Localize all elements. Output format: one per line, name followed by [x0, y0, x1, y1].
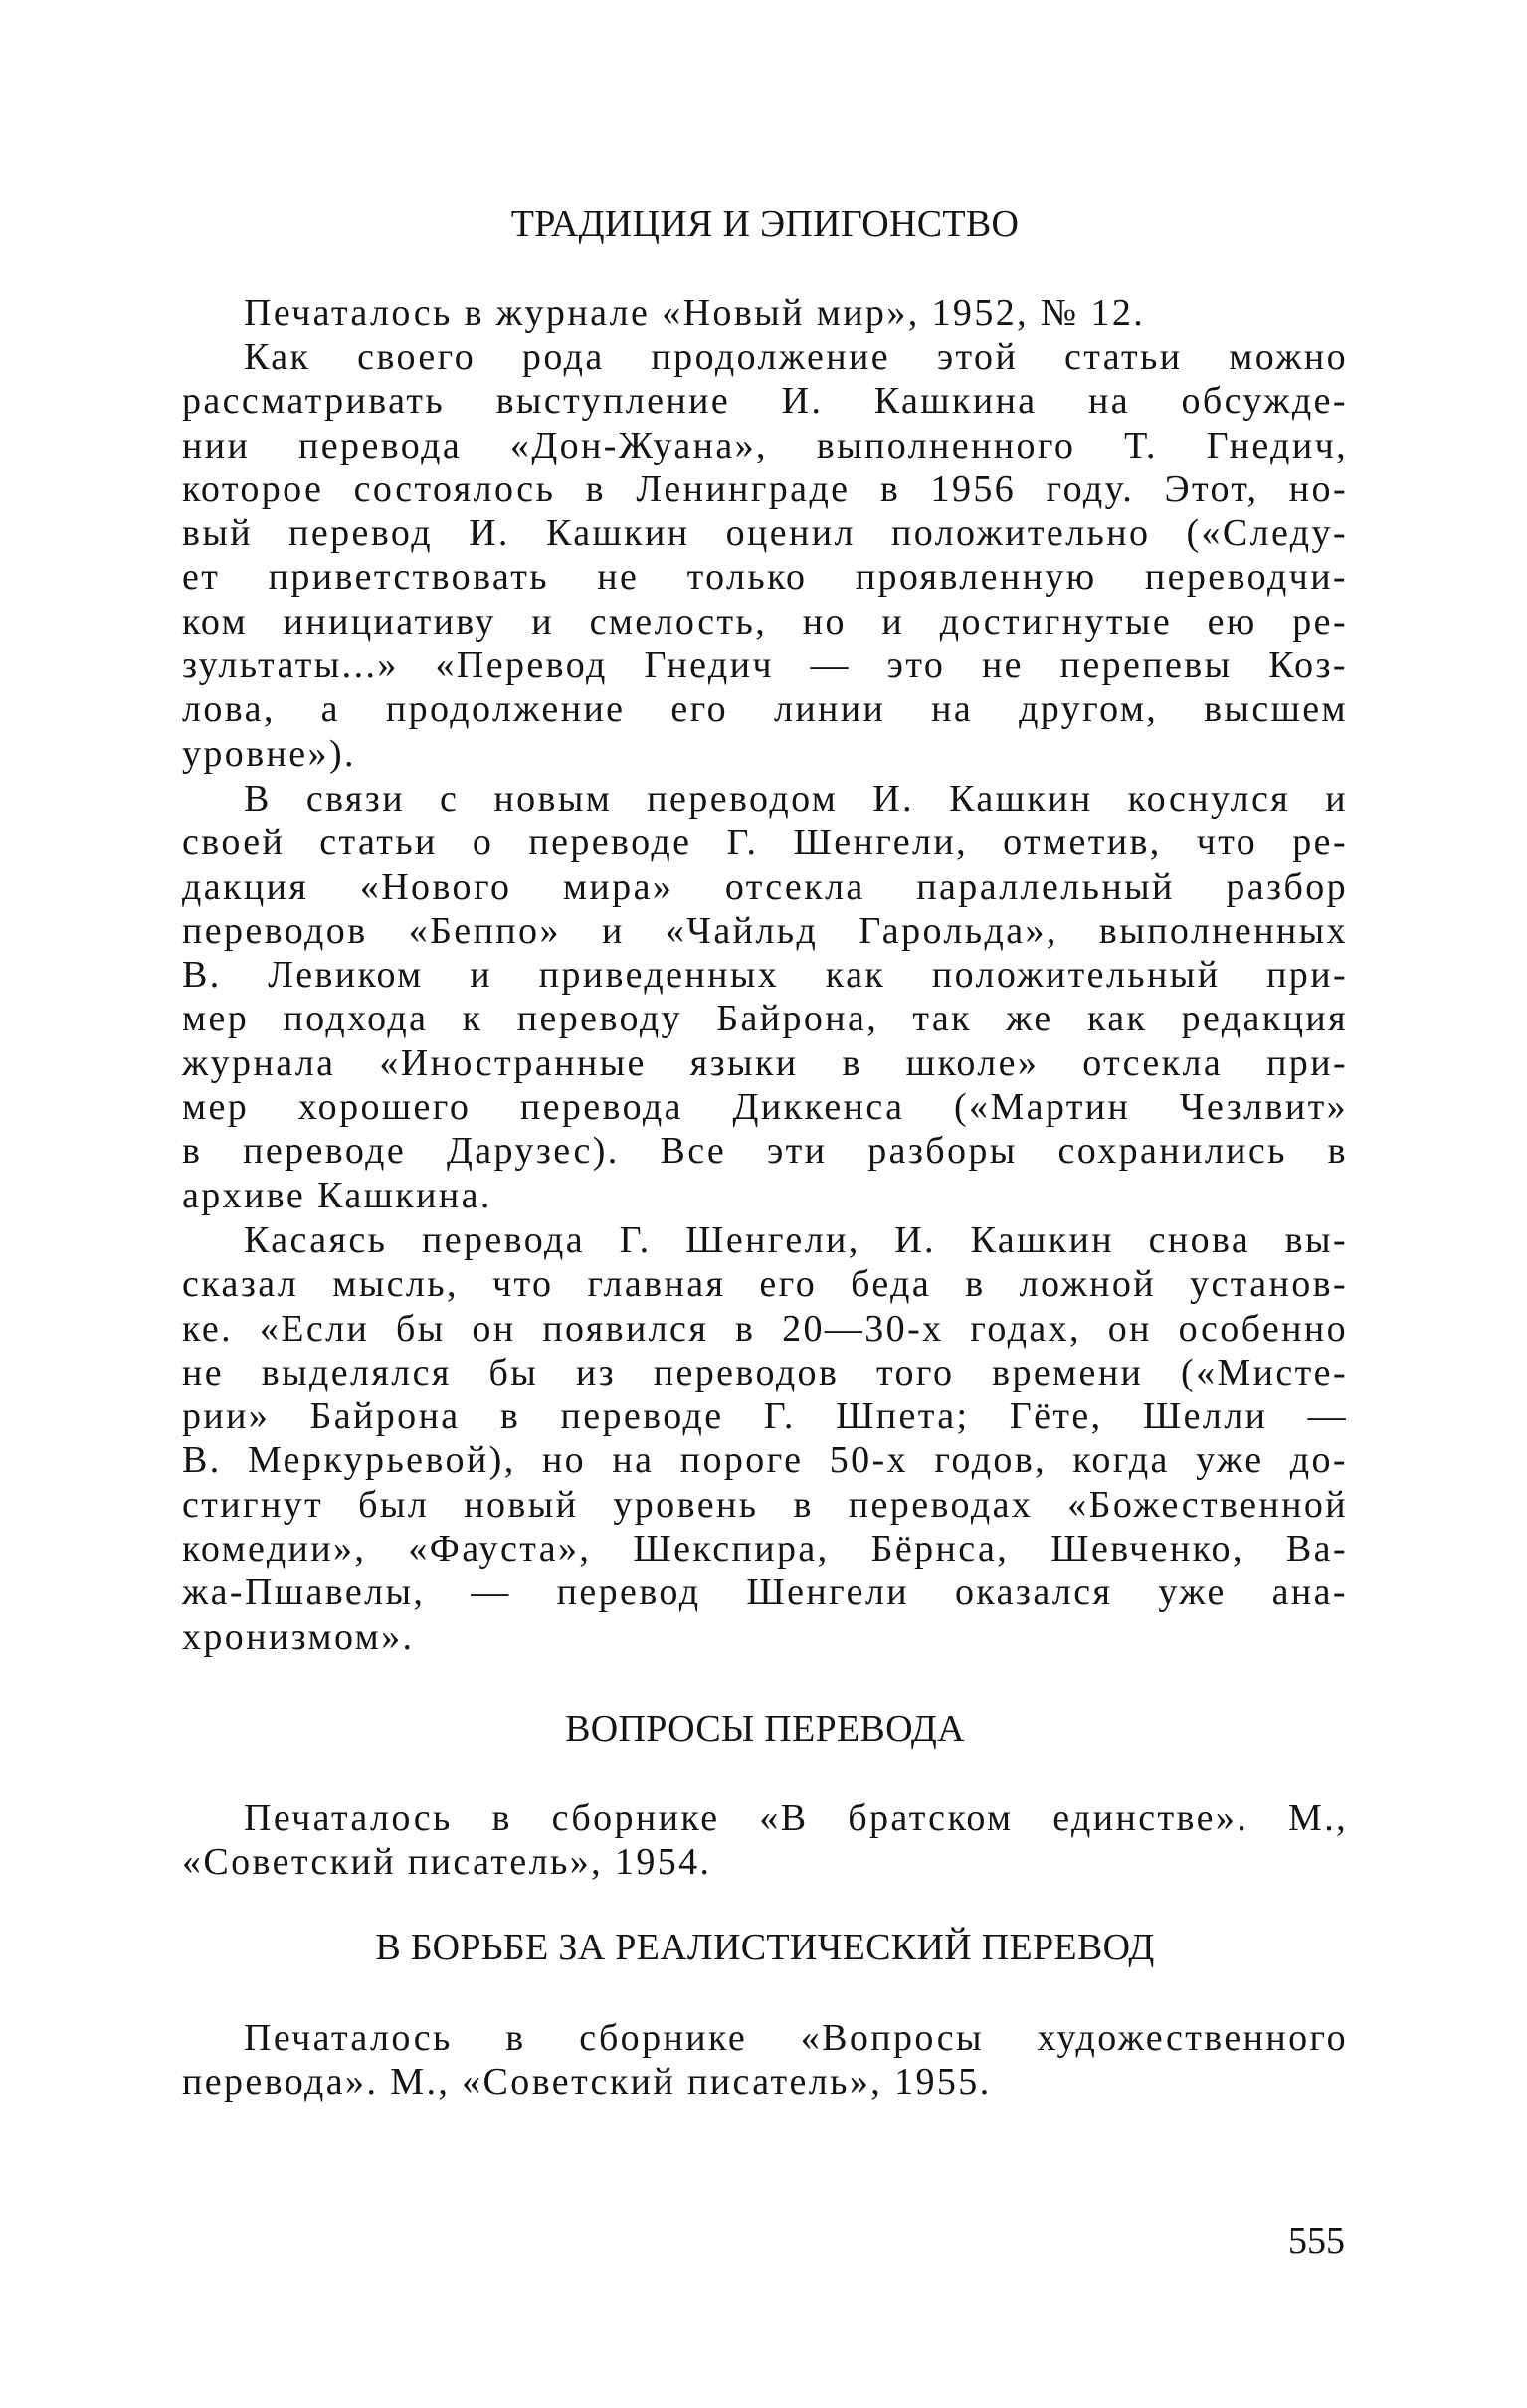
text-line: дакция «Нового мира» отсекла параллельный разбор [182, 865, 1348, 908]
text-line: ке. «Если бы он появился в 20—30-х годах, он особенно [182, 1307, 1348, 1350]
text-line: «Советский писатель», 1954. [182, 1841, 712, 1884]
text-line: сказал мысль, что главная его беда в ложной установ- [182, 1263, 1348, 1306]
text-line: В. Меркурьевой), но на пороге 50-х годов, когда уже до- [182, 1439, 1348, 1482]
paragraph-publication-note [182, 291, 1348, 335]
text-line: архиве Кашкина. [182, 1174, 492, 1216]
section-title-tradition: ТРАДИЦИЯ И ЭПИГОНСТВО [510, 203, 1020, 245]
paragraph-shengeli-article [182, 777, 1348, 1217]
text-line: в переводе Дарузес). Все эти разборы сохранились в [182, 1130, 1348, 1173]
text-line: не выделялся бы из переводов того времени («Мисте- [182, 1351, 1348, 1393]
text-line: жа-Пшавелы, — перевод Шенгели оказался уже ана- [182, 1572, 1348, 1614]
page-number: 555 [1288, 2220, 1345, 2262]
text-line: Касаясь перевода Г. Шенгели, И. Кашкин снова вы- [244, 1219, 1348, 1261]
paragraph-shengeli-translation [182, 1218, 1348, 1659]
text-line: Как своего рода продолжение этой статьи можно [244, 336, 1348, 378]
text-line: зультаты...» «Перевод Гнедич — это не перепевы Коз- [182, 645, 1348, 687]
text-line: Печаталось в сборнике «Вопросы художественного [244, 2017, 1348, 2059]
text-line: лова, а продолжение его линии на другом, высшем [182, 688, 1348, 731]
text-line: мер хорошего перевода Диккенса («Мартин Чезлвит» [182, 1086, 1348, 1129]
text-line: стигнут был новый уровень в переводах «Божественной [182, 1483, 1348, 1526]
text-line: уровне»). [182, 732, 356, 775]
section-title-translation-questions: ВОПРОСЫ ПЕРЕВОДА [565, 1708, 965, 1750]
section-title-realistic-translation: В БОРЬБЕ ЗА РЕАЛИСТИЧЕСКИЙ ПЕРЕВОД [375, 1927, 1155, 1968]
text-line: рии» Байрона в переводе Г. Шпета; Гёте, Шелли — [182, 1395, 1348, 1438]
text-line: ет приветствовать не только проявленную переводчи- [182, 556, 1348, 599]
text-line: своей статьи о переводе Г. Шенгели, отметив, что ре- [182, 822, 1348, 864]
text-line: вый перевод И. Кашкин оценил положительно («Следу- [182, 512, 1348, 555]
paragraph-continuation [182, 335, 1348, 776]
text-line: комедии», «Фауста», Шекспира, Бёрнса, Шевченко, Ва- [182, 1528, 1348, 1571]
text-line: нии перевода «Дон-Жуана», выполненного Т. Гнедич, [182, 424, 1348, 466]
text-line: журнала «Иностранные языки в школе» отсекла при- [182, 1041, 1348, 1084]
text-line: которое состоялось в Ленинграде в 1956 году. Этот, но- [182, 467, 1348, 510]
text-line: переводов «Беппо» и «Чайльд Гарольда», выполненных [182, 909, 1348, 952]
text-line: хронизмом». [182, 1615, 415, 1658]
text-line: Печаталось в сборнике «В братском единстве». М., [244, 1797, 1348, 1839]
text-line: рассматривать выступление И. Кашкина на обсужде- [182, 380, 1348, 423]
text-line: перевода». М., «Советский писатель», 1955. [182, 2061, 992, 2104]
text-line: ком инициативу и смелость, но и достигнутые ею ре- [182, 600, 1348, 643]
text-line: Печаталось в журнале «Новый мир», 1952, № 12. [244, 292, 1146, 334]
text-line: мер подхода к переводу Байрона, так же как редакция [182, 998, 1348, 1040]
text-line: В связи с новым переводом И. Кашкин коснулся и [244, 778, 1348, 820]
paragraph-publication-note [182, 1796, 1348, 1885]
paragraph-publication-note [182, 2016, 1348, 2105]
text-line: В. Левиком и приведенных как положительный при- [182, 954, 1348, 997]
